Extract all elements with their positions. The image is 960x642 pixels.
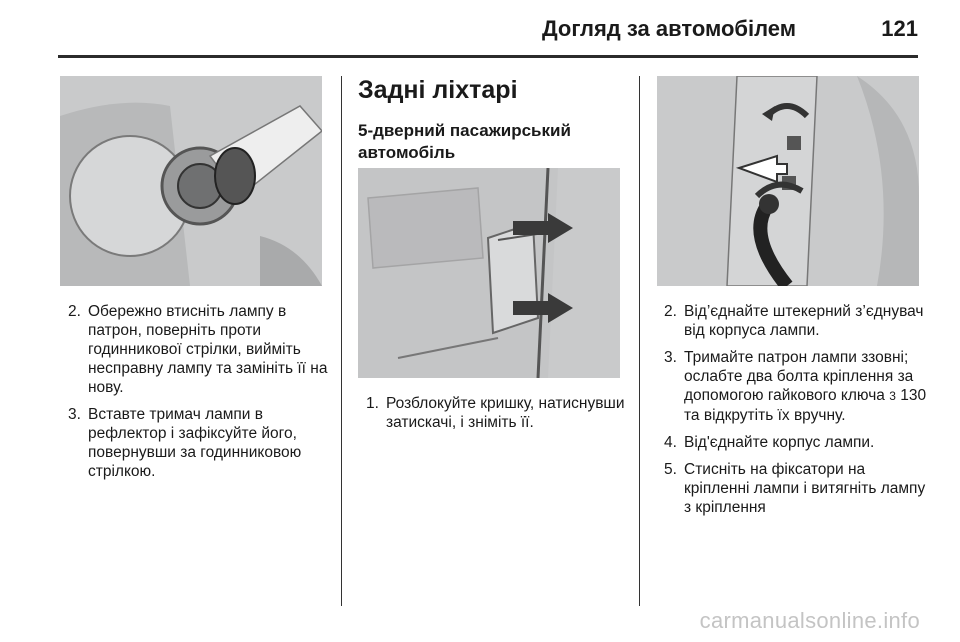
step-number: 3. bbox=[664, 349, 677, 366]
figure-lamp-housing bbox=[657, 76, 919, 286]
list-item bbox=[68, 405, 330, 481]
figure-bulb-holder bbox=[60, 76, 322, 286]
step-number: 1. bbox=[366, 395, 379, 412]
page-title: Догляд за автомобілем bbox=[541, 16, 796, 41]
step-text: Вставте тримач лампи в рефлектор і зафіксуйте його, повернувши за годинниковою стрілкою. bbox=[88, 406, 302, 480]
section-subheading: 5-дверний пасажирський автомобіль bbox=[358, 121, 571, 162]
step-text-after: 130 та відкрутіть їх вручну. bbox=[684, 387, 927, 424]
step-number: 5. bbox=[664, 461, 677, 478]
step-text: Від’єднайте штекерний з’єднувач від корпуса лампи. bbox=[684, 303, 924, 339]
list-item bbox=[68, 302, 330, 397]
step-number: 2. bbox=[68, 303, 81, 320]
step-text: Стисніть на фіксатори на кріпленні лампи і витягніть лампу з кріплення bbox=[684, 461, 926, 516]
middle-steps bbox=[366, 394, 628, 440]
list-item bbox=[664, 302, 928, 340]
page-number: 121 bbox=[881, 16, 918, 41]
list-item bbox=[664, 433, 928, 452]
step-number: 3. bbox=[68, 406, 81, 423]
list-item bbox=[664, 460, 928, 517]
list-item bbox=[366, 394, 628, 432]
figure-rear-cover bbox=[358, 168, 620, 378]
list-item bbox=[664, 348, 928, 425]
watermark: carmanualsonline.info bbox=[699, 608, 920, 633]
step-number: 4. bbox=[664, 434, 677, 451]
step-text: Обережно втисніть лампу в патрон, поверніть проти годинникової стрілки, вийміть несправну лампу та замініть її на нову. bbox=[88, 303, 328, 396]
left-steps bbox=[68, 302, 330, 489]
step-text-before: Тримайте патрон лампи ззовні; ослабте два болта кріплення за допомогою гайкового ключа bbox=[684, 349, 914, 404]
header-rule bbox=[58, 55, 918, 58]
section-heading: Задні ліхтарі bbox=[358, 76, 518, 104]
step-number: 2. bbox=[664, 303, 677, 320]
right-steps bbox=[664, 302, 928, 525]
step-text: Від'єднайте корпус лампи. bbox=[684, 434, 875, 451]
step-text: Розблокуйте кришку, натиснувши затискачі, і зніміть її. bbox=[386, 395, 625, 431]
cross-reference-icon: 3 bbox=[889, 389, 896, 403]
column-divider-left bbox=[341, 76, 342, 606]
column-divider-right bbox=[639, 76, 640, 606]
